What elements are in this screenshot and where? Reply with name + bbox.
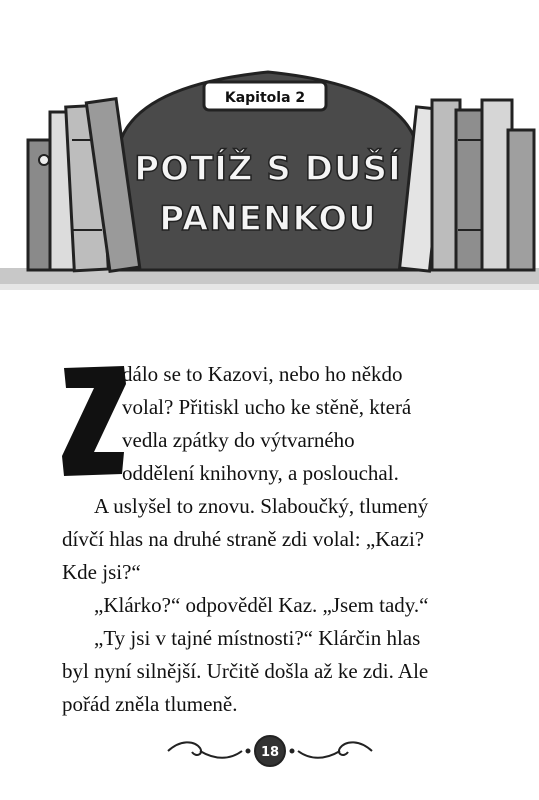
- chapter-label: Kapitola 2: [224, 90, 306, 106]
- chapter-header: [0, 0, 539, 300]
- left-books: [28, 99, 140, 272]
- drop-cap-z-shape: [62, 366, 126, 476]
- text-line: Kde jsi?“: [62, 560, 141, 584]
- text-line: volal? Přitiskl ucho ke stěně, která: [122, 395, 412, 419]
- text-line: byl nyní silnější. Určitě došla až ke zdi. Ale: [62, 659, 429, 683]
- text-line: A uslyšel to znovu. Slaboučký, tlumený: [94, 494, 429, 518]
- text-line: „Ty jsi v tajné místnosti?“ Klárčin hlas: [94, 626, 421, 650]
- footer-ornament-left: [168, 742, 250, 757]
- text-line: dálo se to Kazovi, nebo ho někdo: [122, 362, 403, 386]
- footer-ornament-right: [291, 742, 373, 757]
- chapter-title-line2: PANENKOU: [159, 199, 377, 239]
- header-illustration: [0, 0, 539, 300]
- text-line: dívčí hlas na druhé straně zdi volal: „Kazi?: [62, 527, 425, 551]
- text-line: oddělení knihovny, a poslouchal.: [122, 461, 399, 485]
- drop-cap-letter: Z: [93, 436, 95, 437]
- right-books: [400, 100, 534, 271]
- drop-cap: [58, 356, 130, 478]
- text-line: vedla zpátky do výtvarného: [122, 428, 355, 452]
- text-line: „Klárko?“ odpověděl Kaz. „Jsem tady.“: [94, 593, 429, 617]
- text-line: pořád zněla tlumeně.: [62, 692, 238, 716]
- page-footer: [160, 734, 380, 768]
- page-number: 18: [260, 745, 280, 760]
- chapter-title-line1: POTÍŽ S DUŠÍ: [134, 149, 402, 189]
